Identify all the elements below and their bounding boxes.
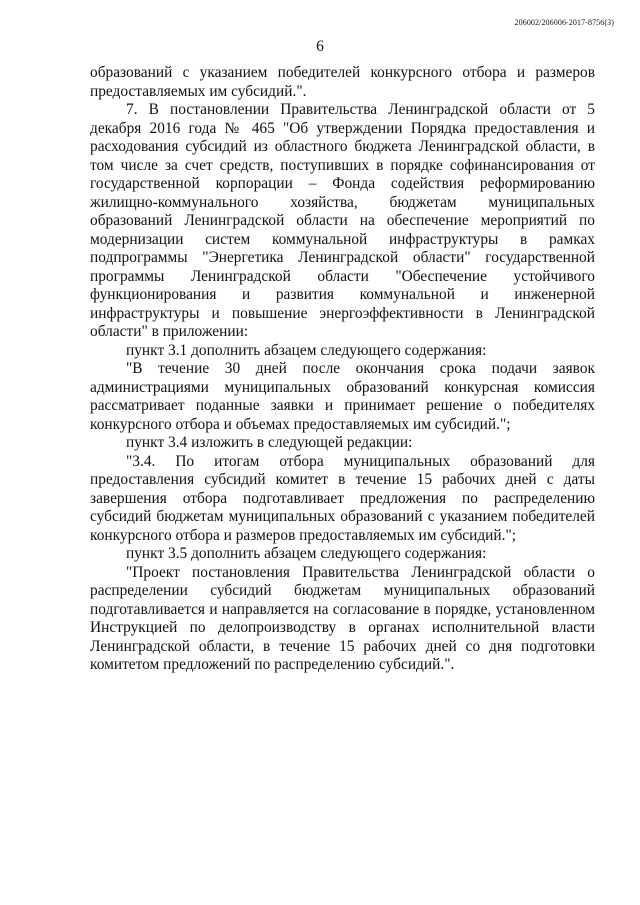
paragraph-amend-3-1: пункт 3.1 дополнить абзацем следующего содержания: bbox=[126, 341, 487, 359]
paragraph-amend-3-4: пункт 3.4 изложить в следующей редакции: bbox=[126, 434, 413, 451]
document-code: 206002/206006-2017-8756(3) bbox=[514, 18, 614, 27]
document-body bbox=[90, 64, 595, 675]
paragraph-quote-3-1: "В течение 30 дней после окончания срока подачи заявок администрациями муниципальных образований конкурсная комиссия рассматривает поданные заявки и принимает решение о победителях конкурсного отбора и объемах предоставляемых им субсидий."; bbox=[90, 360, 595, 433]
paragraph-amend-3-5: пункт 3.5 дополнить абзацем следующего содержания: bbox=[126, 545, 487, 562]
paragraph-item-7: 7. В постановлении Правительства Ленинградской области от 5 декабря 2016 года № 465 "Об утверждении Порядка предоставления и расходования субсидий из областного бюджета Ленинградской области, в том числе за счет средств, поступивших в порядке софинансирования от государственной корпорации – Фонда содействия реформированию жилищно-коммунального хозяйства, бюджетам муниципальных образований Ленинградской области на обеспечение мероприятий по модернизации систем коммунальной инфраструктуры в рамках подпрограммы "Энергетика Ленинградской области" государственной программы Ленинградской области "Обеспечение устойчивого функционирования и развития коммунальной и инженерной инфраструктуры и повышение энергоэффективности в Ленинградской области" в приложении: bbox=[90, 101, 595, 340]
paragraph-quote-3-4: "3.4. По итогам отбора муниципальных образований для предоставления субсидий комитет в течение 15 рабочих дней с даты завершения отбора подготавливает предложения по распределению субсидий бюджетам муниципальных образований с указанием победителей конкурсного отбора и размеров предоставляемых им субсидий."; bbox=[90, 452, 595, 544]
page-number: 6 bbox=[316, 38, 324, 55]
paragraph-continuation: образований с указанием победителей конкурсного отбора и размеров предоставляемых им субсидий.". bbox=[90, 64, 595, 100]
paragraph-quote-3-5: "Проект постановления Правительства Ленинградской области о распределении субсидий бюджетам муниципальных образований подготавливается и направляется на согласование в порядке, установленном Инструкцией по делопроизводству в органах исполнительной власти Ленинградской области, в течение 15 рабочих дней со дня подготовки комитетом предложений по распределению субсидий.". bbox=[90, 563, 595, 673]
